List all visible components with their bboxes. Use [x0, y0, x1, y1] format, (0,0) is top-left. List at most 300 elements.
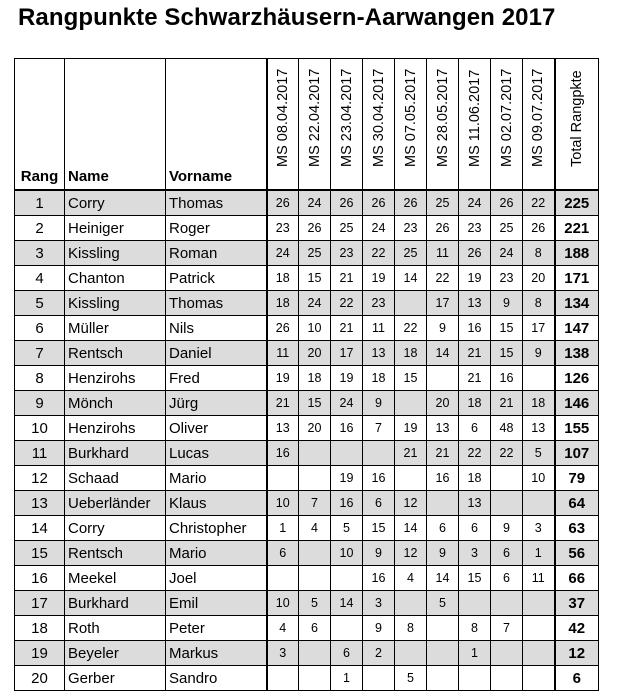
score-cell: 10 [523, 466, 555, 491]
vorname-cell: Daniel [166, 341, 267, 366]
score-cell: 21 [459, 341, 491, 366]
score-cell: 22 [491, 441, 523, 466]
score-cell: 16 [363, 566, 395, 591]
total-cell: 147 [555, 316, 599, 341]
score-cell: 24 [459, 190, 491, 216]
table-row [15, 190, 599, 216]
score-cell: 1 [331, 666, 363, 691]
total-cell: 146 [555, 391, 599, 416]
score-cell [395, 391, 427, 416]
score-cell: 16 [427, 466, 459, 491]
table-row [15, 641, 599, 666]
score-cell: 14 [427, 566, 459, 591]
rank-cell: 16 [15, 566, 65, 591]
table-row [15, 341, 599, 366]
name-cell: Schaad [65, 466, 166, 491]
name-cell: Rentsch [65, 341, 166, 366]
total-cell: 79 [555, 466, 599, 491]
score-cell: 8 [395, 616, 427, 641]
name-cell: Burkhard [65, 441, 166, 466]
header-date-label: MS 07.05.2017 [402, 68, 419, 167]
score-cell: 18 [459, 466, 491, 491]
score-cell: 11 [427, 241, 459, 266]
score-cell: 19 [331, 466, 363, 491]
name-cell: Roth [65, 616, 166, 641]
score-cell [523, 616, 555, 641]
header-date-8 [491, 59, 523, 191]
score-cell: 22 [331, 291, 363, 316]
score-cell: 9 [363, 391, 395, 416]
name-cell: Henzirohs [65, 416, 166, 441]
table-row [15, 516, 599, 541]
name-cell: Chanton [65, 266, 166, 291]
vorname-cell: Mario [166, 466, 267, 491]
score-cell [395, 641, 427, 666]
table-row [15, 616, 599, 641]
score-cell: 3 [523, 516, 555, 541]
rank-cell: 11 [15, 441, 65, 466]
score-cell: 15 [491, 316, 523, 341]
score-cell: 6 [331, 641, 363, 666]
header-date-label: MS 22.04.2017 [306, 68, 323, 167]
header-date-label: MS 08.04.2017 [274, 68, 291, 167]
score-cell: 19 [395, 416, 427, 441]
score-cell: 6 [267, 541, 299, 566]
score-cell: 13 [523, 416, 555, 441]
header-date-6 [427, 59, 459, 191]
score-cell: 26 [491, 190, 523, 216]
score-cell: 26 [363, 190, 395, 216]
score-cell: 9 [427, 541, 459, 566]
score-cell: 16 [267, 441, 299, 466]
vorname-cell: Sandro [166, 666, 267, 691]
rank-cell: 8 [15, 366, 65, 391]
score-cell: 26 [267, 190, 299, 216]
score-cell [523, 641, 555, 666]
header-date-4 [363, 59, 395, 191]
score-cell [267, 466, 299, 491]
vorname-cell: Christopher [166, 516, 267, 541]
score-cell [267, 566, 299, 591]
score-cell: 15 [363, 516, 395, 541]
score-cell: 18 [459, 391, 491, 416]
rank-cell: 6 [15, 316, 65, 341]
total-cell: 221 [555, 216, 599, 241]
header-date-label: MS 09.07.2017 [530, 68, 547, 167]
score-cell [299, 541, 331, 566]
score-cell [427, 366, 459, 391]
vorname-cell: Peter [166, 616, 267, 641]
rank-cell: 1 [15, 190, 65, 216]
score-cell: 1 [267, 516, 299, 541]
score-cell: 5 [395, 666, 427, 691]
score-cell: 23 [331, 241, 363, 266]
score-cell: 21 [267, 391, 299, 416]
score-cell [427, 666, 459, 691]
score-cell: 24 [299, 291, 331, 316]
rank-cell: 17 [15, 591, 65, 616]
name-cell: Corry [65, 516, 166, 541]
score-cell: 10 [331, 541, 363, 566]
header-date-label: MS 30.04.2017 [370, 68, 387, 167]
score-cell: 19 [363, 266, 395, 291]
vorname-cell: Thomas [166, 190, 267, 216]
name-cell: Gerber [65, 666, 166, 691]
score-cell: 26 [299, 216, 331, 241]
score-cell [299, 666, 331, 691]
name-cell: Kissling [65, 241, 166, 266]
vorname-cell: Patrick [166, 266, 267, 291]
score-cell: 13 [363, 341, 395, 366]
score-cell: 3 [459, 541, 491, 566]
table-row [15, 391, 599, 416]
name-cell: Kissling [65, 291, 166, 316]
score-cell [523, 366, 555, 391]
vorname-cell: Oliver [166, 416, 267, 441]
score-cell: 1 [523, 541, 555, 566]
score-cell: 21 [491, 391, 523, 416]
score-cell: 9 [427, 316, 459, 341]
total-cell: 126 [555, 366, 599, 391]
score-cell: 25 [299, 241, 331, 266]
score-cell [459, 591, 491, 616]
header-total [555, 59, 599, 191]
total-cell: 155 [555, 416, 599, 441]
score-cell: 3 [363, 591, 395, 616]
score-cell: 22 [427, 266, 459, 291]
score-cell [491, 466, 523, 491]
score-cell: 20 [427, 391, 459, 416]
score-cell: 13 [427, 416, 459, 441]
vorname-cell: Thomas [166, 291, 267, 316]
score-cell: 26 [395, 190, 427, 216]
score-cell: 12 [395, 491, 427, 516]
total-cell: 66 [555, 566, 599, 591]
header-date-label: MS 02.07.2017 [498, 68, 515, 167]
name-cell: Beyeler [65, 641, 166, 666]
score-cell: 20 [523, 266, 555, 291]
score-cell: 25 [491, 216, 523, 241]
name-cell: Burkhard [65, 591, 166, 616]
score-cell: 26 [427, 216, 459, 241]
total-cell: 134 [555, 291, 599, 316]
score-cell [427, 616, 459, 641]
score-cell: 19 [267, 366, 299, 391]
score-cell: 24 [299, 190, 331, 216]
total-cell: 37 [555, 591, 599, 616]
header-row [15, 59, 599, 191]
score-cell: 16 [491, 366, 523, 391]
header-rang: Rang [15, 59, 65, 191]
vorname-cell: Nils [166, 316, 267, 341]
score-cell: 14 [395, 516, 427, 541]
vorname-cell: Mario [166, 541, 267, 566]
score-cell: 6 [459, 416, 491, 441]
table-row [15, 241, 599, 266]
score-cell: 17 [523, 316, 555, 341]
table-row [15, 416, 599, 441]
score-cell: 18 [267, 266, 299, 291]
score-cell: 4 [267, 616, 299, 641]
score-cell: 15 [491, 341, 523, 366]
rank-cell: 14 [15, 516, 65, 541]
score-cell: 18 [267, 291, 299, 316]
score-cell: 5 [427, 591, 459, 616]
score-cell: 19 [459, 266, 491, 291]
table-row [15, 291, 599, 316]
vorname-cell: Joel [166, 566, 267, 591]
score-cell: 15 [395, 366, 427, 391]
score-cell [299, 566, 331, 591]
score-cell: 22 [523, 190, 555, 216]
score-cell: 9 [363, 541, 395, 566]
score-cell: 14 [331, 591, 363, 616]
score-cell: 9 [523, 341, 555, 366]
score-cell [523, 491, 555, 516]
header-date-label: MS 28.05.2017 [434, 68, 451, 167]
vorname-cell: Roger [166, 216, 267, 241]
name-cell: Rentsch [65, 541, 166, 566]
total-cell: 225 [555, 190, 599, 216]
score-cell: 15 [459, 566, 491, 591]
header-date-5 [395, 59, 427, 191]
vorname-cell: Klaus [166, 491, 267, 516]
total-cell: 42 [555, 616, 599, 641]
score-cell: 1 [459, 641, 491, 666]
rank-cell: 10 [15, 416, 65, 441]
score-cell: 11 [363, 316, 395, 341]
table-row [15, 566, 599, 591]
score-cell: 26 [331, 190, 363, 216]
table-row [15, 441, 599, 466]
score-cell: 23 [459, 216, 491, 241]
score-cell: 10 [299, 316, 331, 341]
table-row [15, 541, 599, 566]
score-cell: 16 [331, 491, 363, 516]
score-cell: 6 [459, 516, 491, 541]
score-cell: 23 [363, 291, 395, 316]
rank-cell: 12 [15, 466, 65, 491]
name-cell: Corry [65, 190, 166, 216]
score-cell: 16 [363, 466, 395, 491]
score-cell: 5 [523, 441, 555, 466]
rank-cell: 19 [15, 641, 65, 666]
score-cell: 10 [267, 491, 299, 516]
score-cell: 25 [395, 241, 427, 266]
total-cell: 56 [555, 541, 599, 566]
table-body [15, 190, 599, 691]
score-cell [363, 666, 395, 691]
score-cell: 22 [459, 441, 491, 466]
header-date-label: MS 11.06.2017 [466, 69, 483, 167]
score-cell: 5 [331, 516, 363, 541]
score-cell [427, 491, 459, 516]
score-cell: 17 [427, 291, 459, 316]
table-row [15, 216, 599, 241]
score-cell [523, 591, 555, 616]
score-cell: 6 [491, 566, 523, 591]
score-cell [395, 291, 427, 316]
score-cell: 24 [331, 391, 363, 416]
score-cell: 9 [491, 516, 523, 541]
score-cell: 21 [459, 366, 491, 391]
header-date-3 [331, 59, 363, 191]
vorname-cell: Roman [166, 241, 267, 266]
score-cell: 15 [299, 391, 331, 416]
score-cell: 6 [491, 541, 523, 566]
score-cell: 26 [459, 241, 491, 266]
name-cell: Ueberländer [65, 491, 166, 516]
score-cell: 8 [523, 291, 555, 316]
score-cell: 21 [395, 441, 427, 466]
name-cell: Müller [65, 316, 166, 341]
total-cell: 138 [555, 341, 599, 366]
score-cell: 48 [491, 416, 523, 441]
rank-cell: 5 [15, 291, 65, 316]
score-cell: 14 [427, 341, 459, 366]
total-cell: 188 [555, 241, 599, 266]
score-cell: 21 [331, 266, 363, 291]
total-cell: 171 [555, 266, 599, 291]
total-cell: 107 [555, 441, 599, 466]
score-cell: 18 [395, 341, 427, 366]
score-cell: 23 [491, 266, 523, 291]
score-cell: 24 [491, 241, 523, 266]
rank-cell: 2 [15, 216, 65, 241]
score-cell: 14 [395, 266, 427, 291]
score-cell: 22 [363, 241, 395, 266]
rank-cell: 13 [15, 491, 65, 516]
score-cell [395, 591, 427, 616]
score-cell [395, 466, 427, 491]
table-row [15, 491, 599, 516]
header-name: Name [65, 59, 166, 191]
score-cell: 13 [459, 491, 491, 516]
score-cell: 3 [267, 641, 299, 666]
score-cell [491, 641, 523, 666]
rank-cell: 20 [15, 666, 65, 691]
score-cell: 25 [331, 216, 363, 241]
score-cell [267, 666, 299, 691]
vorname-cell: Markus [166, 641, 267, 666]
score-cell: 21 [331, 316, 363, 341]
score-cell: 24 [363, 216, 395, 241]
score-cell: 26 [523, 216, 555, 241]
rank-cell: 4 [15, 266, 65, 291]
header-total-label: Total Rangpkte [568, 70, 585, 167]
score-cell [491, 491, 523, 516]
page-title: Rangpunkte Schwarzhäusern-Aarwangen 2017 [18, 4, 556, 31]
vorname-cell: Jürg [166, 391, 267, 416]
score-cell: 8 [459, 616, 491, 641]
score-cell: 18 [523, 391, 555, 416]
score-cell: 24 [267, 241, 299, 266]
header-date-2 [299, 59, 331, 191]
name-cell: Mönch [65, 391, 166, 416]
name-cell: Henzirohs [65, 366, 166, 391]
score-cell: 19 [331, 366, 363, 391]
score-cell: 13 [267, 416, 299, 441]
name-cell: Heiniger [65, 216, 166, 241]
score-cell: 6 [299, 616, 331, 641]
name-cell: Meekel [65, 566, 166, 591]
score-cell: 21 [427, 441, 459, 466]
score-cell: 9 [491, 291, 523, 316]
score-cell: 8 [523, 241, 555, 266]
header-vorname: Vorname [166, 59, 267, 191]
rank-cell: 18 [15, 616, 65, 641]
score-cell: 11 [523, 566, 555, 591]
table-row [15, 266, 599, 291]
score-cell [491, 591, 523, 616]
score-cell [299, 441, 331, 466]
score-cell: 20 [299, 416, 331, 441]
score-cell [331, 566, 363, 591]
score-cell: 6 [363, 491, 395, 516]
score-cell [299, 641, 331, 666]
score-cell [331, 441, 363, 466]
score-cell [427, 641, 459, 666]
header-date-9 [523, 59, 555, 191]
score-cell: 18 [363, 366, 395, 391]
score-cell: 7 [299, 491, 331, 516]
score-cell: 25 [427, 190, 459, 216]
vorname-cell: Fred [166, 366, 267, 391]
total-cell: 63 [555, 516, 599, 541]
score-cell: 4 [395, 566, 427, 591]
score-cell: 2 [363, 641, 395, 666]
rank-cell: 9 [15, 391, 65, 416]
score-cell: 9 [363, 616, 395, 641]
table-row [15, 366, 599, 391]
score-cell [459, 666, 491, 691]
score-cell [491, 666, 523, 691]
score-cell: 4 [299, 516, 331, 541]
rank-cell: 7 [15, 341, 65, 366]
score-cell: 16 [331, 416, 363, 441]
vorname-cell: Emil [166, 591, 267, 616]
score-cell: 20 [299, 341, 331, 366]
score-cell: 5 [299, 591, 331, 616]
table-row [15, 666, 599, 691]
score-cell: 17 [331, 341, 363, 366]
score-cell: 23 [395, 216, 427, 241]
score-cell: 7 [491, 616, 523, 641]
score-cell: 16 [459, 316, 491, 341]
score-cell [299, 466, 331, 491]
ranking-table [14, 58, 599, 691]
table-row [15, 466, 599, 491]
rank-cell: 15 [15, 541, 65, 566]
header-date-label: MS 23.04.2017 [338, 68, 355, 167]
score-cell: 26 [267, 316, 299, 341]
total-cell: 64 [555, 491, 599, 516]
header-date-1 [267, 59, 299, 191]
total-cell: 6 [555, 666, 599, 691]
score-cell: 7 [363, 416, 395, 441]
score-cell [363, 441, 395, 466]
total-cell: 12 [555, 641, 599, 666]
score-cell: 6 [427, 516, 459, 541]
score-cell: 11 [267, 341, 299, 366]
table-row [15, 316, 599, 341]
score-cell [523, 666, 555, 691]
score-cell: 15 [299, 266, 331, 291]
vorname-cell: Lucas [166, 441, 267, 466]
score-cell: 12 [395, 541, 427, 566]
score-cell [331, 616, 363, 641]
score-cell: 10 [267, 591, 299, 616]
